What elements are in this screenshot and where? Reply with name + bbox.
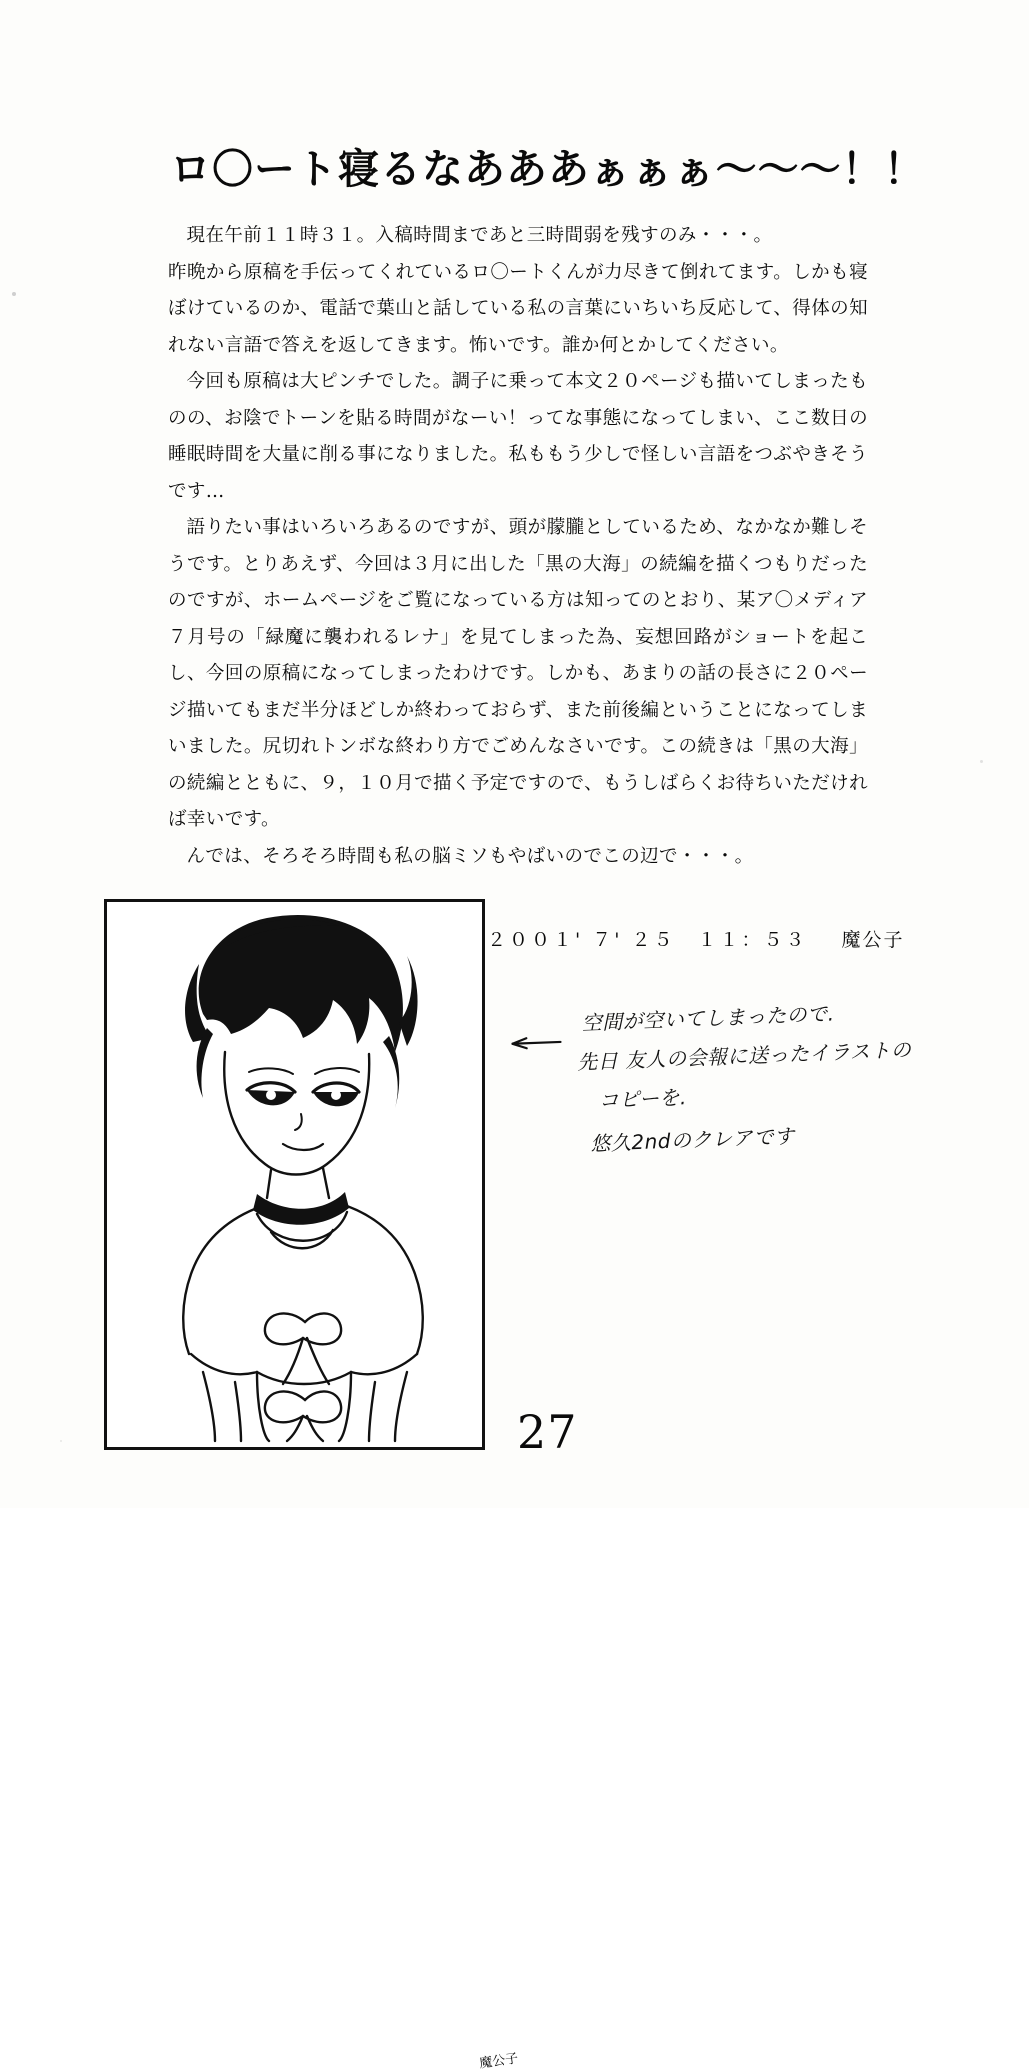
paper-speck [980,760,983,763]
left-arrow-icon [510,1035,562,1051]
signature-line [487,925,905,952]
artist-stamp: 魔公子 [478,2051,520,2072]
handnote-line-2: 先日 友人の会報に送ったイラストの [576,1037,912,1075]
paragraph-2: 昨晩から原稿を手伝ってくれているロ〇ートくんが力尽きて倒れてます。しかも寝ぼけているのか、電話で葉山と話している私の言葉にいちいち反応して、得体の知れない言語で答えを返してきます。怖いです。誰か何とかしてください。 [168,261,868,356]
handnote-line-4: 悠久2ndのクレアです [589,1124,795,1156]
handwritten-note [509,989,975,1167]
handnote-line-3: コピーを. [598,1085,688,1113]
paragraph-1: 現在午前１１時３１。入稿時間まであと三時間弱を残すのみ・・・。 [186,225,773,246]
afterword-text [168,218,868,875]
character-illustration [107,902,476,1441]
signature-date: ２００１' ７' ２５ １１：５３ [487,929,808,951]
paragraph-5: んでは、そろそろ時間も私の脳ミソもやばいのでこの辺で・・・。 [186,845,754,867]
illustration-frame [104,899,520,2072]
paper-speck [12,292,16,296]
paragraph-4: 語りたい事はいろいろあるのですが、頭が朦朧としているため、なかなか難しそうです。とりあえず、今回は３月に出した「黒の大海」の続編を描くつもりだったのですが、ホームページをご覧になっている方は知ってのとおり、某ア〇メディア７月号の「緑魔に襲われるレナ」を見てしまった為、妄想回路がショートを起こし、今回の原稿になってしまったわけです。しかも、あまりの話の長さに２０ページ描いてもまだ半分ほどしか終わっておらず、また前後編ということになってしまいました。尻切れトンボな終わり方でごめんなさいです。この続きは「黒の大海」の続編とともに、９，１０月で描く予定ですので、もうしばらくお待ちいただければ幸いです。 [168,517,868,830]
page-title: ロ〇ート寝るなあああぁぁぁ〜〜〜！！ [170,145,926,194]
paragraph-3: 今回も原稿は大ピンチでした。調子に乗って本文２０ページも描いてしまったものの、お陰でトーンを貼る時間がなーい！ってな事態になってしまい、ここ数日の睡眠時間を大量に削る事になりました。私ももう少しで怪しい言語をつぶやきそうです… [168,371,868,502]
handnote-line-1: 空間が空いてしまったので. [581,1001,835,1036]
signature-author: 魔公子 [841,929,905,951]
page-number: 27 [517,1405,578,1459]
paper-speck [60,1440,62,1442]
